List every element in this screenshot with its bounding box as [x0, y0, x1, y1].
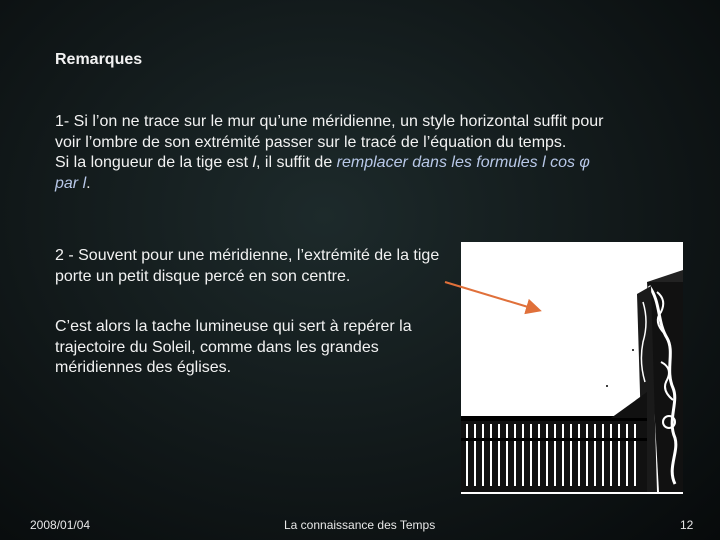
remark-1-line3c: , il suffit de — [256, 154, 337, 171]
footer-date: 2008/01/04 — [30, 518, 91, 532]
remark-3-text: C’est alors la tache lumineuse qui sert à repérer la trajectoire du Soleil, comme dans les grandes méridiennes des églises. — [55, 318, 412, 376]
remark-1-text — [55, 112, 695, 194]
remark-1-formula-end: par l — [55, 174, 87, 192]
remark-1-line3a: Si la longueur de la tige est — [55, 154, 253, 171]
remark-2-text: 2 - Souvent pour une méridienne, l’extrémité de la tige porte un petit disque percé en son centre. — [55, 247, 440, 285]
meridian-illustration — [461, 242, 683, 494]
remark-1-line1: 1- Si l’on ne trace sur le mur qu’une méridienne, un style horizontal suffit pour — [55, 113, 604, 130]
slide-title: Remarques — [55, 51, 143, 68]
remark-1-period: . — [86, 174, 91, 192]
footer-page-number: 12 — [680, 518, 694, 532]
footer-title: La connaissance des Temps — [284, 518, 436, 532]
meridian-drawing-svg — [461, 242, 683, 494]
remark-1-variable-l: l — [252, 154, 257, 171]
remark-1-formula-highlight: remplacer dans les formules l cos φ — [336, 154, 590, 171]
remark-1-line2: voir l’ombre de son extrémité passer sur le tracé de l’équation du temps. — [55, 133, 567, 151]
